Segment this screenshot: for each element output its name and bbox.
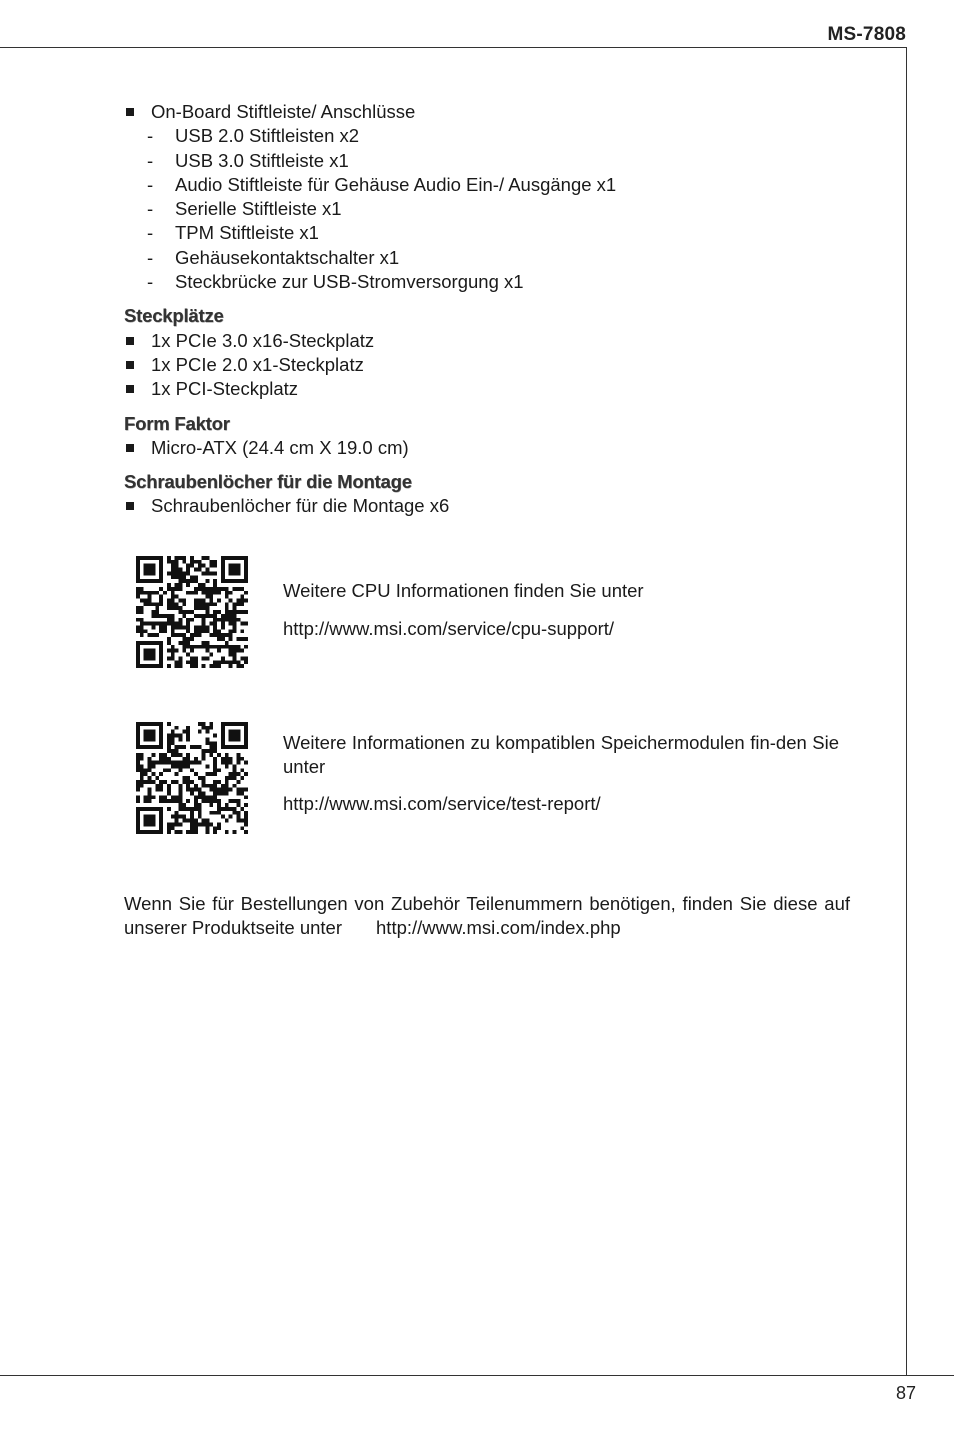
accessory-paragraph	[124, 892, 850, 941]
cpu-support-link[interactable]: http://www.msi.com/service/cpu-support/	[283, 618, 615, 639]
connector-item: - TPM Stiftleiste x1	[124, 221, 850, 245]
form-factor-title: Form Faktor	[124, 412, 230, 434]
connector-item: - Steckbrücke zur USB-Stromversorgung x1	[124, 270, 850, 294]
slot-item: 1x PCIe 2.0 x1-Steckplatz	[124, 353, 850, 377]
qr-code-icon	[136, 556, 248, 668]
mounting-title: Schraubenlöcher für die Montage	[124, 471, 412, 493]
product-page-link[interactable]: http://www.msi.com/index.php	[376, 917, 621, 939]
qr-code-icon	[136, 722, 248, 834]
header-model: MS-7808	[827, 24, 906, 45]
connectors-heading: On-Board Stiftleiste/ Anschlüsse	[124, 100, 850, 124]
form-factor-item: Micro-ATX (24.4 cm X 19.0 cm)	[124, 436, 850, 460]
cpu-support-text: Weitere CPU Informationen finden Sie unter	[283, 580, 644, 601]
memory-support-link[interactable]: http://www.msi.com/service/test-report/	[283, 793, 601, 814]
connector-item: - Gehäusekontaktschalter x1	[124, 246, 850, 270]
memory-support-text: Weitere Informationen zu kompatiblen Speichermodulen fin-den Sie unter	[283, 732, 839, 777]
page-number: 87	[895, 1383, 916, 1403]
spec-content	[124, 100, 850, 519]
slot-item: 1x PCIe 3.0 x16-Steckplatz	[124, 329, 850, 353]
slot-item: 1x PCI-Steckplatz	[124, 377, 850, 401]
right-rule	[906, 47, 907, 1375]
accessory-text: Wenn Sie für Bestellungen von Zubehör Teilenummern benötigen, finden Sie diese auf unserer Produktseite unter	[124, 893, 850, 939]
mounting-item: Schraubenlöcher für die Montage x6	[124, 494, 850, 518]
connector-item: - USB 3.0 Stiftleiste x1	[124, 149, 850, 173]
slots-title: Steckplätze	[124, 305, 224, 327]
connector-item: - USB 2.0 Stiftleisten x2	[124, 124, 850, 148]
top-rule	[0, 47, 907, 48]
connector-item: - Serielle Stiftleiste x1	[124, 197, 850, 221]
connector-item: - Audio Stiftleiste für Gehäuse Audio Ein-/ Ausgänge x1	[124, 173, 850, 197]
bottom-rule	[0, 1375, 954, 1376]
